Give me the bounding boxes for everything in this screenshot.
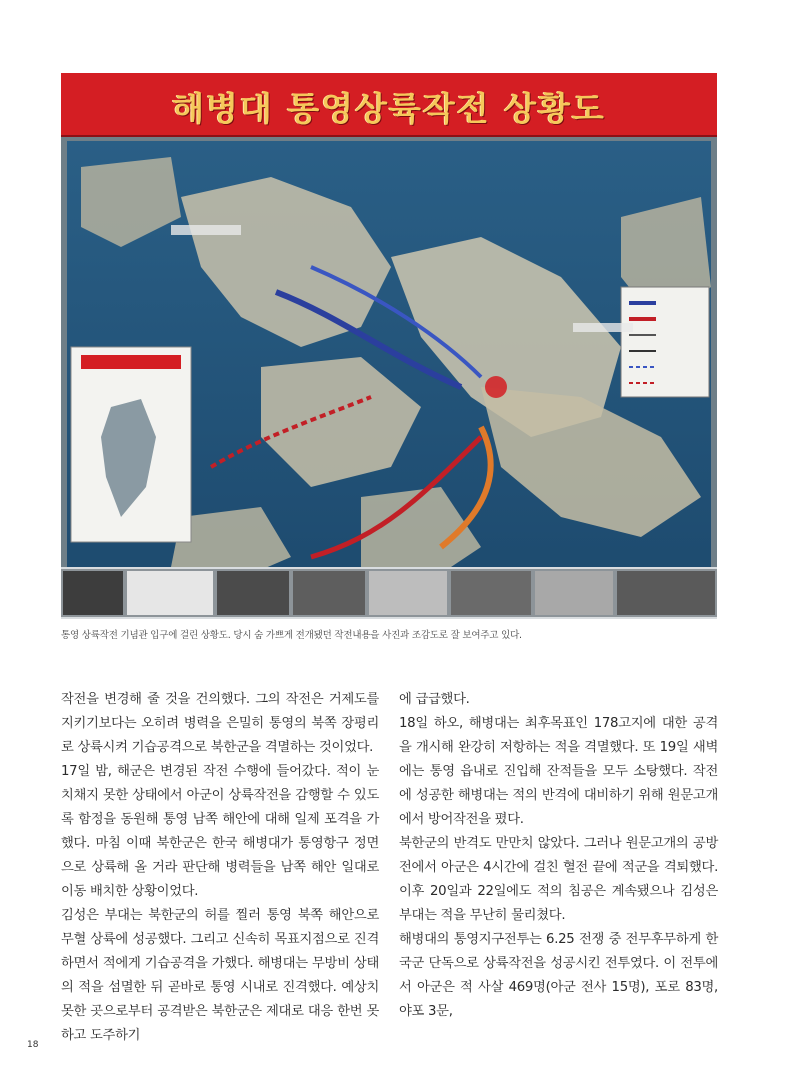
paragraph: 18일 하오, 해병대는 최후목표인 178고지에 대한 공격을 개시해 완강히 저항하는 적을 격멸했다. 또 19일 새벽에는 통영 읍내로 진입해 잔적들을 모두 소탕했다. 작전에 성공한 해병대는 적의 반격에 대비하기 위해 원문고개에서 방어작전을 폈다. <box>399 716 718 827</box>
page-number: 18 <box>27 1040 39 1050</box>
tongyeong-map-illustration <box>61 137 717 603</box>
banner-title: 해병대 통영상륙작전 상황도 <box>172 89 606 128</box>
photo-caption: 통영 상륙작전 기념관 입구에 걸린 상황도. 당시 숨 가쁘게 전개됐던 작전내용을 사진과 조감도로 잘 보여주고 있다. <box>61 630 522 641</box>
body-column-right <box>399 688 718 1024</box>
paragraph: 해병대의 통영지구전투는 6.25 전쟁 중 전무후무하게 한국군 단독으로 상륙작전을 성공시킨 전투였다. 이 전투에서 아군은 적 사살 469명(아군 전사 15명), 포로 83명, 야포 3문, <box>399 932 718 1019</box>
paragraph: 17일 밤, 해군은 변경된 작전 수행에 들어갔다. 적이 눈치채지 못한 상태에서 아군이 상륙작전을 감행할 수 있도록 함정을 동원해 통영 남쪽 해안에 대해 일제 포격을 가했다. 마침 이때 북한군은 한국 해병대가 통영항구 정면으로 상륙해 올 거라 판단해 병력들을 남쪽 해안 일대로 이동 배치한 상황이었다. <box>61 764 379 899</box>
body-column-left <box>61 688 379 1048</box>
paragraph: 에 급급했다. <box>399 692 470 707</box>
paragraph: 북한군의 반격도 만만치 않았다. 그러나 원문고개의 공방전에서 아군은 4시간에 걸친 혈전 끝에 적군을 격퇴했다. 이후 20일과 22일에도 적의 침공은 계속됐으나 김성은 부대는 적을 무난히 물리쳤다. <box>399 836 718 923</box>
map-banner <box>61 73 717 137</box>
paragraph: 김성은 부대는 북한군의 허를 찔러 통영 북쪽 해안으로 무혈 상륙에 성공했다. 그리고 신속히 목표지점으로 진격하면서 적에게 기습공격을 가했다. 해병대는 무방비 상태의 적을 섬멸한 뒤 곧바로 통영 시내로 진격했다. 예상치 못한 곳으로부터 공격받은 북한군은 제대로 대응 한번 못하고 도주하기 <box>61 908 379 1043</box>
photo-strip-thumbnails <box>61 567 717 619</box>
paragraph: 작전을 변경해 줄 것을 건의했다. 그의 작전은 거제도를 지키기보다는 오히려 병력을 은밀히 통영의 북쪽 장평리로 상륙시켜 기습공격으로 북한군을 격멸하는 것이었다. <box>61 692 379 755</box>
situation-map-photo <box>61 73 717 619</box>
historic-photo-strip <box>61 567 717 619</box>
